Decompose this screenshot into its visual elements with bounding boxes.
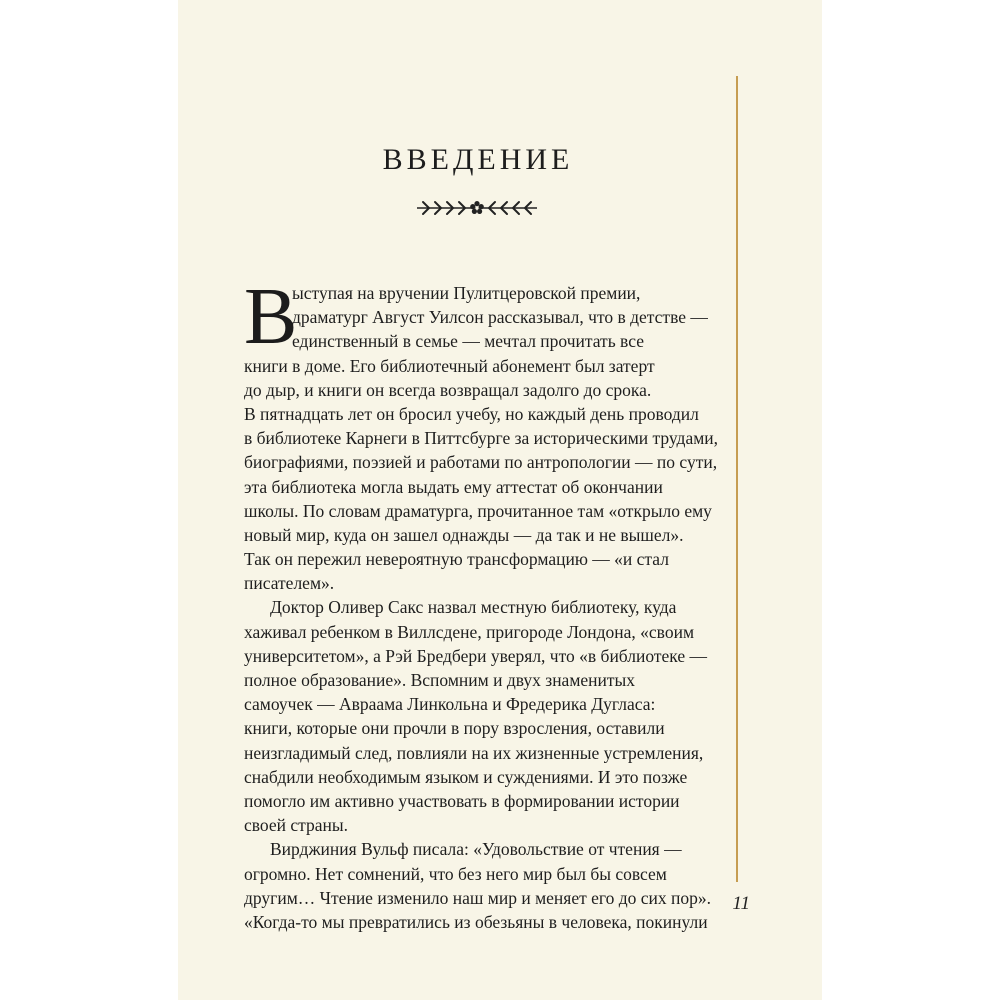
text-line: полное образование». Вспомним и двух знаменитых (244, 670, 636, 690)
text-line: огромно. Нет сомнений, что без него мир был бы совсем (244, 863, 667, 884)
text-line: биографиями, поэзией и работами по антропологии — по сути, (244, 452, 718, 473)
text-line: помогло им активно участвовать в формировании истории (244, 790, 680, 811)
text-line: «Когда-то мы превратились из обезьяны в человека, покинули (244, 911, 708, 932)
text-line: своей страны. (244, 815, 349, 836)
text-line: книги, которые они прочли в пору взросления, оставили (244, 718, 665, 739)
text-line: университетом», а Рэй Бредбери уверял, что «в библиотеке — (244, 645, 708, 666)
text-line: другим… Чтение изменило наш мир и меняет его до сих пор». (244, 887, 712, 908)
body-text (244, 273, 719, 934)
text-line: в библиотеке Карнеги в Питтсбурге за историческими трудами, (244, 428, 719, 449)
text-line: драматург Август Уилсон рассказывал, что в детстве — (292, 307, 708, 328)
text-line: единственный в семье — мечтал прочитать все (292, 331, 644, 352)
text-line: Так он пережил невероятную трансформацию — «и стал (244, 549, 669, 570)
text-line: В пятнадцать лет он бросил учебу, но каждый день проводил (244, 403, 699, 424)
text-line: неизгладимый след, повлияли на их жизненные устремления, (244, 742, 704, 763)
text-line: новый мир, куда он зашел однажды — да так и не вышел». (244, 524, 684, 545)
text-line: ыступая на вручении Пулитцеровской премии, (292, 283, 641, 303)
text-line: писателем». (244, 573, 335, 594)
text-line: школы. По словам драматурга, прочитанное там «открыло ему (244, 500, 712, 521)
text-line: книги в доме. Его библиотечный абонемент был затерт (244, 355, 655, 376)
page-number: 11 (732, 893, 750, 914)
text-line: Вирджиния Вульф писала: «Удовольствие от чтения — (270, 839, 682, 860)
margin-rule (736, 76, 738, 882)
drop-cap: В (244, 273, 298, 361)
text-line: Доктор Оливер Сакс назвал местную библиотеку, куда (270, 597, 677, 618)
text-line: самоучек — Авраама Линкольна и Фредерика Дугласа: (244, 694, 656, 715)
text-line: снабдили необходимым языком и суждениями. И это позже (244, 766, 688, 787)
chapter-title: ВВЕДЕНИЕ (382, 143, 574, 176)
text-line: эта библиотека могла выдать ему аттестат об окончании (244, 476, 663, 497)
laurel-flower-ornament-icon (415, 197, 539, 219)
text-line: хаживал ребенком в Виллсдене, пригороде Лондона, «своим (244, 621, 695, 642)
text-line: до дыр, и книги он всегда возвращал задолго до срока. (244, 379, 652, 400)
